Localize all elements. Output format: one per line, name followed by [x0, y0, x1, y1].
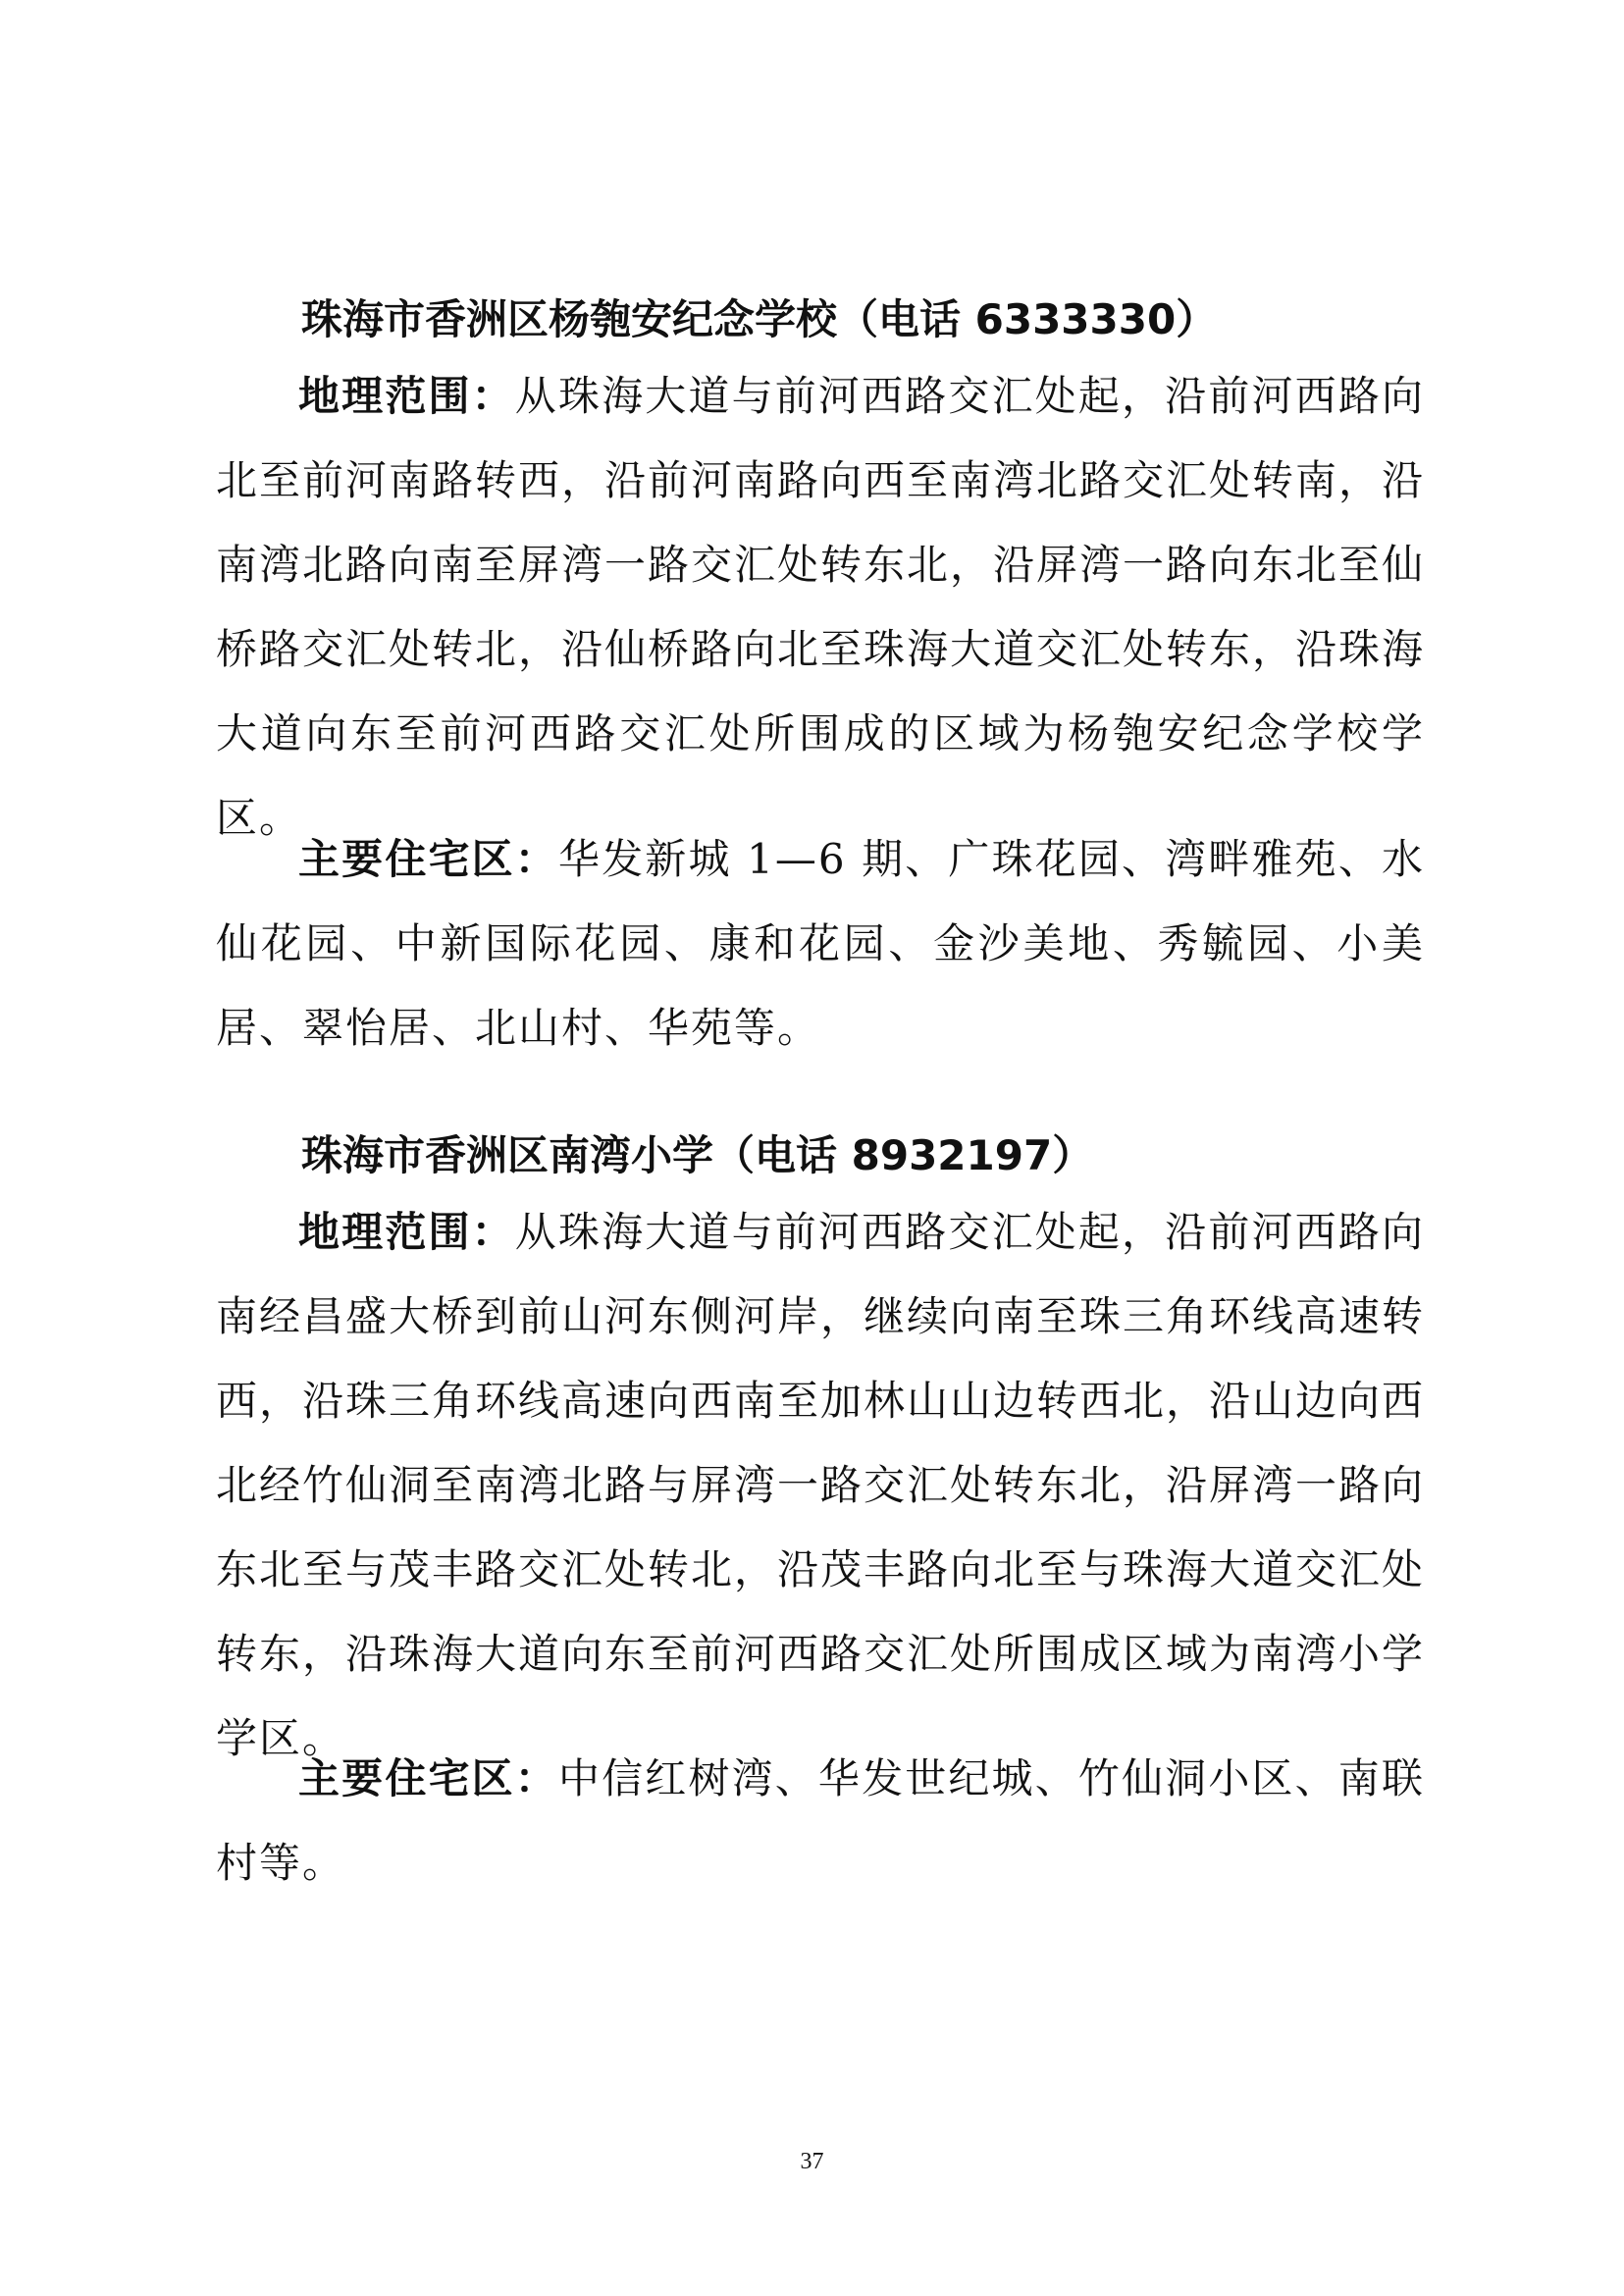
page-number: 37 — [800, 2149, 824, 2174]
residential-areas-paragraph-nanwan — [216, 1737, 1425, 1905]
geographic-range-text: 从珠海大道与前河西路交汇处起，沿前河西路向南经昌盛大桥到前山河东侧河岸，继续向南至珠三角环线高速转西，沿珠三角环线高速向西南至加林山山边转西北，沿山边向西北经竹仙洞至南湾北路与屏湾一路交汇处转东北，沿屏湾一路向东北至与茂丰路交汇处转北，沿茂丰路向北至与珠海大道交汇处转东，沿珠海大道向东至前河西路交汇处所围成区域为南湾小学学区。 — [216, 1208, 1426, 1762]
geographic-range-label: 地理范围： — [298, 372, 515, 420]
geographic-range-text: 从珠海大道与前河西路交汇处起，沿前河西路向北至前河南路转西，沿前河南路向西至南湾北路交汇处转南，沿南湾北路向南至屏湾一路交汇处转东北，沿屏湾一路向东北至仙桥路交汇处转北，沿仙桥路向北至珠海大道交汇处转东，沿珠海大道向东至前河西路交汇处所围成的区域为杨匏安纪念学校学区。 — [216, 372, 1426, 842]
residential-areas-label: 主要住宅区： — [298, 835, 558, 883]
residential-areas-label: 主要住宅区： — [298, 1754, 558, 1802]
geographic-range-paragraph-nanwan — [216, 1190, 1425, 1781]
school-title-nanwan: 珠海市香洲区南湾小学（电话 8932197） — [301, 1131, 1094, 1179]
school-title-yangpaoan: 珠海市香洲区杨匏安纪念学校（电话 6333330） — [301, 295, 1218, 343]
residential-areas-text: 华发新城 1—6 期、广珠花园、湾畔雅苑、水仙花园、中新国际花园、康和花园、金沙美地、秀毓园、小美居、翠怡居、北山村、华苑等。 — [216, 835, 1425, 1052]
geographic-range-label: 地理范围： — [298, 1208, 515, 1256]
geographic-range-paragraph-yangpaoan — [216, 354, 1425, 861]
residential-areas-paragraph-yangpaoan — [216, 817, 1425, 1070]
residential-areas-text: 中信红树湾、华发世纪城、竹仙洞小区、南联村等。 — [216, 1754, 1425, 1887]
